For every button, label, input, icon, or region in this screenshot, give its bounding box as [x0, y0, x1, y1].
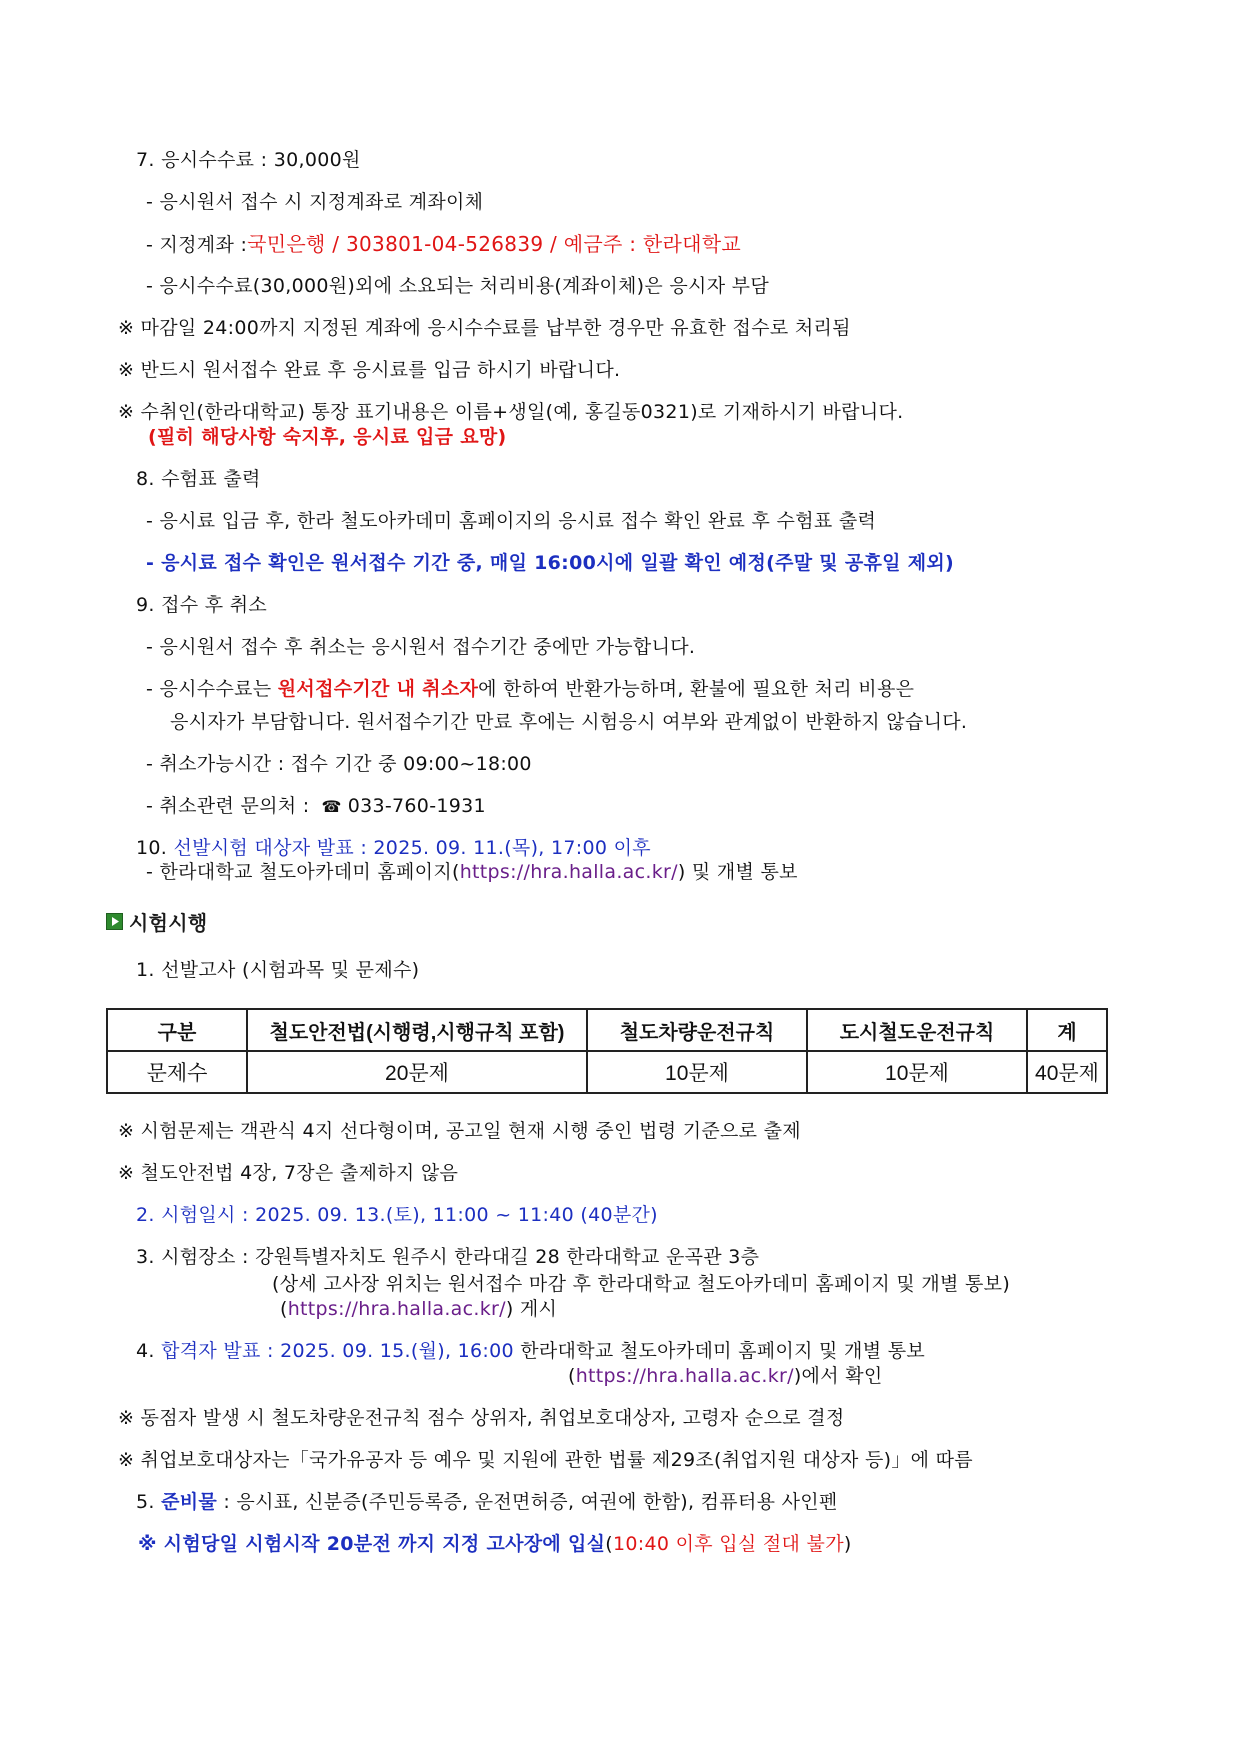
ticket-heading: 8. 수험표 출력	[136, 468, 261, 490]
homepage-link[interactable]: https://hra.halla.ac.kr/	[287, 1298, 506, 1320]
announce-number: 10.	[136, 837, 174, 859]
fee-heading: 7. 응시수수료 : 30,000원	[136, 149, 361, 171]
announce-date: 선발시험 대상자 발표 : 2025. 09. 11.(목), 17:00 이후	[173, 837, 651, 859]
fee-bullet-account	[146, 232, 741, 257]
contact-label: - 취소관련 문의처 :	[146, 795, 310, 817]
refund-prefix: - 응시수수료는	[146, 678, 278, 700]
paren-close: )	[843, 1533, 852, 1555]
paren-open: (	[568, 1365, 576, 1387]
result-number: 4.	[136, 1340, 162, 1362]
cancel-bullet-refund	[146, 677, 914, 701]
play-icon	[106, 913, 123, 930]
supplies-label: 준비물	[161, 1491, 218, 1513]
contact-phone: 033-760-1931	[347, 795, 486, 817]
table-cell: 20문제	[247, 1051, 587, 1093]
link-suffix: ) 게시	[505, 1298, 558, 1320]
result-date: 합격자 발표 : 2025. 09. 15.(월), 16:00	[161, 1340, 514, 1362]
phone-icon: ☎	[321, 797, 342, 816]
result-link-line	[568, 1364, 883, 1388]
exam-subjects-table	[106, 1008, 1108, 1094]
announce-heading	[136, 836, 651, 860]
cancel-bullet-period: - 응시원서 접수 후 취소는 응시원서 접수기간 중에만 가능합니다.	[146, 636, 696, 658]
table-cell: 문제수	[107, 1051, 247, 1093]
fee-bullet-transfer: - 응시원서 접수 시 지정계좌로 계좌이체	[146, 191, 484, 213]
table-header-cell: 도시철도운전규칙	[807, 1009, 1027, 1051]
announce-bullet	[146, 860, 798, 884]
note-tiebreak: ※ 동점자 발생 시 철도차량운전규칙 점수 상위자, 취업보호대상자, 고령자 순으로 결정	[118, 1407, 845, 1429]
cancel-bullet-refund-cont: 응시자가 부담합니다. 원서접수기간 만료 후에는 시험응시 여부와 관계없이 반환하지 않습니다.	[170, 711, 968, 733]
arrival-instruction: ※ 시험당일 시험시작 20분전 까지 지정 고사장에 입실	[138, 1533, 606, 1555]
supplies	[136, 1490, 838, 1514]
refund-eligible: 원서접수기간 내 취소자	[277, 678, 479, 700]
table-cell: 10문제	[807, 1051, 1027, 1093]
paren-open: (	[280, 1298, 288, 1320]
account-label: - 지정계좌 :	[146, 234, 248, 256]
note-deadline: ※ 마감일 24:00까지 지정된 계좌에 응시수수료를 납부한 경우만 유효한 접수로 처리됨	[118, 317, 851, 339]
exam-section-header	[106, 907, 207, 936]
homepage-link[interactable]: https://hra.halla.ac.kr/	[575, 1365, 794, 1387]
exam-location: 3. 시험장소 : 강원특별자치도 원주시 한라대길 28 한라대학교 운곡관 3층	[136, 1246, 760, 1268]
exam-location-detail: (상세 고사장 위치는 원서접수 마감 후 한라대학교 철도아카데미 홈페이지 및 개별 통보)	[272, 1273, 1011, 1295]
cancel-bullet-contact	[146, 794, 486, 819]
supplies-list: : 응시표, 신분증(주민등록증, 운전면허증, 여권에 한함), 컴퓨터용 사인펜	[217, 1491, 838, 1513]
table-header-cell: 철도안전법(시행령,시행규칙 포함)	[247, 1009, 587, 1051]
exam-subheading: 1. 선발고사 (시험과목 및 문제수)	[136, 959, 420, 981]
note-pay-after-apply: ※ 반드시 원서접수 완료 후 응시료를 입금 하시기 바랍니다.	[118, 359, 621, 381]
arrival-notice	[138, 1532, 852, 1556]
ticket-bullet-check-time: - 응시료 접수 확인은 원서접수 기간 중, 매일 16:00시에 일괄 확인 예정(주말 및 공휴일 제외)	[146, 552, 955, 574]
link-suffix: )에서 확인	[793, 1365, 883, 1387]
table-header-cell: 계	[1027, 1009, 1107, 1051]
table-header-cell: 구분	[107, 1009, 247, 1051]
note-excluded-chapters: ※ 철도안전법 4장, 7장은 출제하지 않음	[118, 1162, 459, 1184]
exam-section-title: 시험시행	[129, 911, 208, 935]
exam-datetime: 2. 시험일시 : 2025. 09. 13.(토), 11:00 ~ 11:40 (40분간)	[136, 1204, 658, 1226]
table-header-row	[107, 1009, 1107, 1051]
note-depositor-name: ※ 수취인(한라대학교) 통장 표기내용은 이름+생일(예, 홍길동0321)로 기재하시기 바랍니다.	[118, 401, 904, 423]
account-number: 국민은행 / 303801-04-526839 / 예금주 : 한라대학교	[247, 232, 742, 256]
homepage-link[interactable]: https://hra.halla.ac.kr/	[459, 861, 678, 883]
note-employment-protection: ※ 취업보호대상자는「국가유공자 등 예우 및 지원에 관한 법률 제29조(취업지원 대상자 등)」에 따름	[118, 1449, 973, 1471]
result-rest: 한라대학교 철도아카데미 홈페이지 및 개별 통보	[513, 1340, 926, 1362]
note-exam-format: ※ 시험문제는 객관식 4지 선다형이며, 공고일 현재 시행 중인 법령 기준으로 출제	[118, 1120, 801, 1142]
supplies-number: 5.	[136, 1491, 162, 1513]
ticket-bullet-print: - 응시료 입금 후, 한라 철도아카데미 홈페이지의 응시료 접수 확인 완료 후 수험표 출력	[146, 510, 877, 532]
table-row	[107, 1051, 1107, 1093]
note-warning: (필히 해당사항 숙지후, 응시료 입금 요망)	[148, 426, 507, 448]
announce-suffix: ) 및 개별 통보	[677, 861, 798, 883]
table-cell: 10문제	[587, 1051, 807, 1093]
result-announcement	[136, 1339, 925, 1363]
table-cell: 40문제	[1027, 1051, 1107, 1093]
announce-prefix: - 한라대학교 철도아카데미 홈페이지(	[146, 861, 460, 883]
fee-bullet-extra-cost: - 응시수수료(30,000원)외에 소요되는 처리비용(계좌이체)은 응시자 부담	[146, 275, 769, 297]
cancel-heading: 9. 접수 후 취소	[136, 594, 268, 616]
late-entry-warning: 10:40 이후 입실 절대 불가	[613, 1533, 844, 1555]
cancel-bullet-hours: - 취소가능시간 : 접수 기간 중 09:00~18:00	[146, 753, 532, 775]
table-header-cell: 철도차량운전규칙	[587, 1009, 807, 1051]
refund-suffix: 에 한하여 반환가능하며, 환불에 필요한 처리 비용은	[478, 678, 915, 700]
paren-open: (	[605, 1533, 614, 1555]
exam-location-link-line	[280, 1297, 557, 1321]
